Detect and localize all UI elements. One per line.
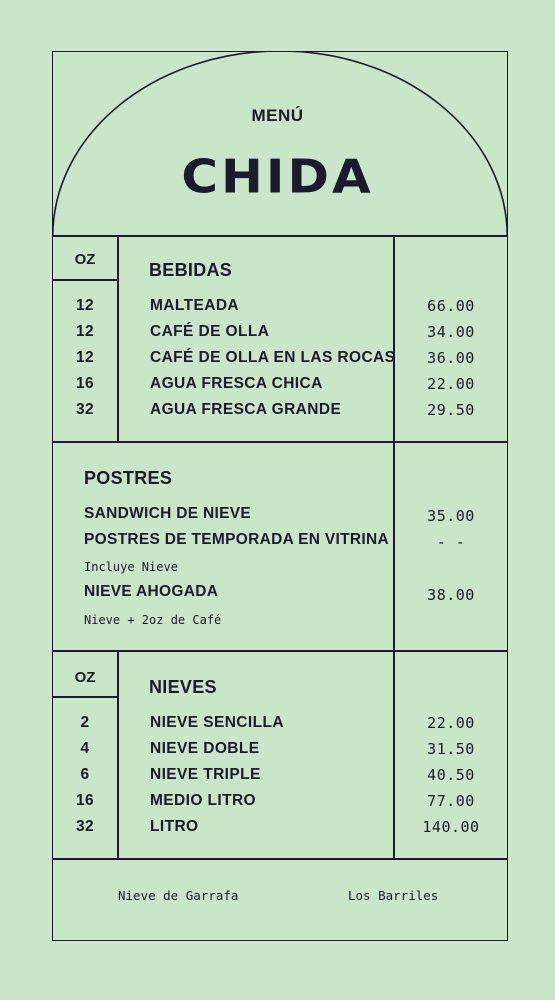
section-title-nieves: NIEVES xyxy=(149,677,217,697)
menu-item xyxy=(0,349,555,369)
item-price: 36.00 xyxy=(427,349,475,367)
oz-header-nieves: OZ xyxy=(74,669,96,686)
section-title-postres: POSTRES xyxy=(84,468,173,488)
item-name: NIEVE SENCILLA xyxy=(150,714,284,731)
item-price: 40.50 xyxy=(427,766,475,784)
item-price: 38.00 xyxy=(427,586,475,604)
item-oz: 2 xyxy=(80,714,90,731)
item-name: SANDWICH DE NIEVE xyxy=(84,505,252,522)
footer-left-text: Nieve de Garrafa xyxy=(118,888,239,903)
section-title-bebidas: BEBIDAS xyxy=(149,260,233,280)
item-name: CAFÉ DE OLLA EN LAS ROCAS xyxy=(150,349,396,366)
item-name: CAFÉ DE OLLA xyxy=(150,323,270,340)
item-name: MEDIO LITRO xyxy=(150,792,257,809)
menu-item xyxy=(0,297,555,317)
menu-item xyxy=(0,714,555,734)
menu-item xyxy=(0,583,555,603)
item-oz: 16 xyxy=(75,792,95,809)
divider-header xyxy=(52,235,508,237)
item-price: 22.00 xyxy=(427,714,475,732)
item-oz: 16 xyxy=(75,375,95,392)
item-oz: 12 xyxy=(75,297,95,314)
item-name: MALTEADA xyxy=(150,297,240,314)
item-oz: 12 xyxy=(75,349,95,366)
item-oz: 12 xyxy=(75,323,95,340)
menu-item xyxy=(0,792,555,812)
item-price: - - xyxy=(436,533,466,551)
item-price: 140.00 xyxy=(422,818,480,836)
item-price: 77.00 xyxy=(427,792,475,810)
menu-label: MENÚ xyxy=(251,106,304,125)
item-price: 22.00 xyxy=(427,375,475,393)
divider-oz-nieves xyxy=(52,696,118,698)
item-name: NIEVE AHOGADA xyxy=(84,583,219,600)
menu-item xyxy=(0,740,555,760)
item-price: 34.00 xyxy=(427,323,475,341)
item-price: 29.50 xyxy=(427,401,475,419)
divider-bebidas xyxy=(52,441,508,443)
item-oz: 6 xyxy=(80,766,90,783)
item-name: NIEVE DOBLE xyxy=(150,740,260,757)
item-note: Incluye Nieve xyxy=(84,560,178,574)
menu-item xyxy=(0,375,555,395)
item-oz: 4 xyxy=(80,740,90,757)
divider-postres xyxy=(52,650,508,652)
item-price: 66.00 xyxy=(427,297,475,315)
menu-item xyxy=(0,401,555,421)
arch-decoration xyxy=(52,51,508,237)
item-name: LITRO xyxy=(150,818,199,835)
item-name: NIEVE TRIPLE xyxy=(150,766,261,783)
item-price: 35.00 xyxy=(427,507,475,525)
item-name: AGUA FRESCA CHICA xyxy=(150,375,323,392)
divider-oz-bebidas xyxy=(52,279,118,281)
item-oz: 32 xyxy=(75,401,95,418)
menu-item xyxy=(0,766,555,786)
item-price: 31.50 xyxy=(427,740,475,758)
item-name: POSTRES DE TEMPORADA EN VITRINA xyxy=(84,531,389,548)
footer-right-text: Los Barriles xyxy=(348,888,439,903)
menu-item xyxy=(0,323,555,343)
item-oz: 32 xyxy=(75,818,95,835)
oz-header-bebidas: OZ xyxy=(74,251,96,268)
divider-nieves xyxy=(52,858,508,860)
menu-item xyxy=(0,531,555,551)
menu-item xyxy=(0,505,555,525)
brand-title: CHIDA xyxy=(181,150,374,204)
menu-item xyxy=(0,818,555,838)
item-note: Nieve + 2oz de Café xyxy=(84,613,222,627)
item-name: AGUA FRESCA GRANDE xyxy=(150,401,342,418)
